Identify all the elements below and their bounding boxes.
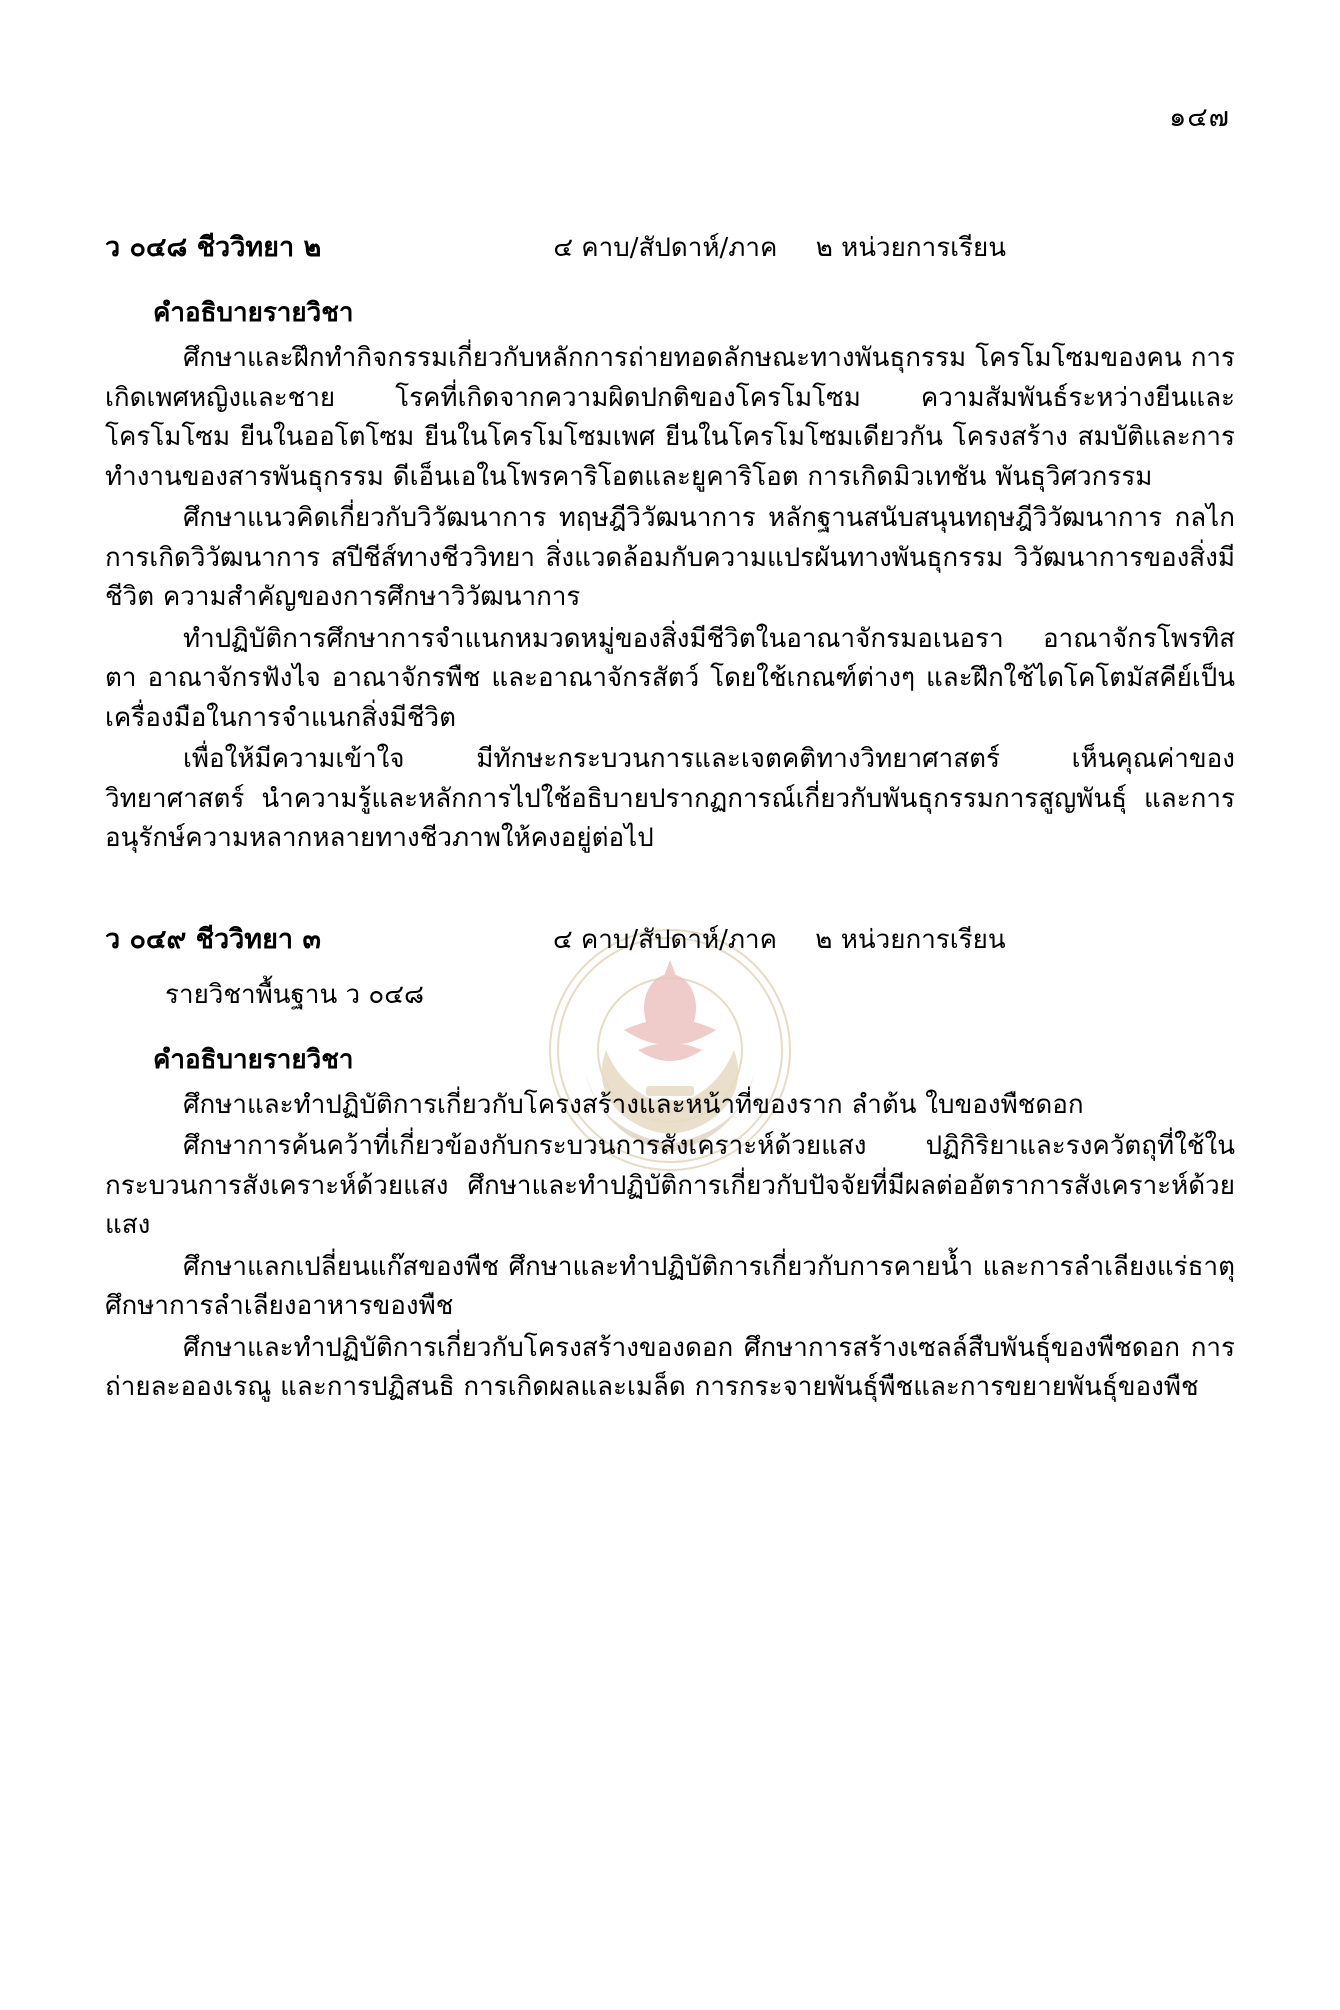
course-periods: ๔ คาบ/สัปดาห์/ภาค (553, 233, 778, 263)
course-header (105, 225, 1235, 268)
paragraph: ศึกษาและทำปฏิบัติการเกี่ยวกับโครงสร้างของดอก ศึกษาการสร้างเซลล์สืบพันธุ์ของพืชดอก การถ่ายละอองเรณู และการปฏิสนธิ การเกิดผลและเมล็ด การกระจายพันธุ์พืชและการขยายพันธุ์ของพืช (105, 1332, 1235, 1403)
course-periods: ๔ คาบ/สัปดาห์/ภาค (552, 924, 778, 955)
course-credits: ๒ หน่วยการเรียน (815, 924, 1006, 955)
section-title: คำอธิบายรายวิชา (153, 298, 354, 328)
course-block-2 (105, 917, 1235, 1408)
paragraph: ศึกษาแนวคิดเกี่ยวกับวิวัฒนาการ ทฤษฎีวิวัฒนาการ หลักฐานสนับสนุนทฤษฎีวิวัฒนาการ กลไกการเกิดวิวัฒนาการ สปีชีส์ทางชีววิทยา สิ่งแวดล้อมกับความแปรผันทางพันธุกรรม วิวัฒนาการของสิ่งมีชีวิต ความสำคัญของการศึกษาวิวัฒนาการ (105, 503, 1235, 613)
paragraph: ศึกษาการค้นคว้าที่เกี่ยวข้องกับกระบวนการสังเคราะห์ด้วยแสง ปฏิกิริยาและรงควัตถุที่ใช้ในกระบวนการสังเคราะห์ด้วยแสง ศึกษาและทำปฏิบัติการเกี่ยวกับปัจจัยที่มีผลต่ออัตราการสังเคราะห์ด้วยแสง (105, 1131, 1235, 1241)
course-block-1 (105, 225, 1235, 859)
course-credits: ๒ หน่วยการเรียน (815, 233, 1007, 263)
section-title: คำอธิบายรายวิชา (153, 1044, 354, 1075)
course-code: ว ๐๔๙ ชีววิทยา ๓ (105, 923, 321, 955)
course-header (105, 917, 1235, 960)
course-prerequisite: รายวิชาพื้นฐาน ว ๐๔๘ (165, 979, 425, 1010)
course-code: ว ๐๔๘ ชีววิทยา ๒ (105, 232, 322, 263)
paragraph: เพื่อให้มีความเข้าใจ มีทักษะกระบวนการและเจตคติทางวิทยาศาสตร์ เห็นคุณค่าของวิทยาศาสตร์ นำความรู้และหลักการไปใช้อธิบายปรากฏการณ์เกี่ยวกับพันธุกรรมการสูญพันธุ์ และการอนุรักษ์ความหลากหลายทางชีวภาพให้คงอยู่ต่อไป (105, 744, 1235, 854)
page-number: ๑๔๗ (1169, 102, 1230, 133)
course-meta (321, 227, 1235, 268)
course-meta (321, 919, 1235, 960)
paragraph: ศึกษาและทำปฏิบัติการเกี่ยวกับโครงสร้างและหน้าที่ของราก ลำต้น ใบของพืชดอก (183, 1089, 1084, 1120)
paragraph: ศึกษาและฝึกทำกิจกรรมเกี่ยวกับหลักการถ่ายทอดลักษณะทางพันธุกรรม โครโมโซมของคน การเกิดเพศหญิงและชาย โรคที่เกิดจากความผิดปกติของโครโมโซม ความสัมพันธ์ระหว่างยีนและโครโมโซม ยีนในออโตโซม ยีนในโครโมโซมเพศ ยีนในโครโมโซมเดียวกัน โครงสร้าง สมบัติและการทำงานของสารพันธุกรรม ดีเอ็นเอในโพรคาริโอตและยูคาริโอต การเกิดมิวเทชัน พันธุวิศวกรรม (105, 343, 1235, 492)
document-body (105, 225, 1235, 1410)
paragraph: ทำปฏิบัติการศึกษาการจำแนกหมวดหมู่ของสิ่งมีชีวิตในอาณาจักรมอเนอรา อาณาจักรโพรทิสตา อาณาจักรฟังไจ อาณาจักรพืช และอาณาจักรสัตว์ โดยใช้เกณฑ์ต่างๆ และฝึกใช้ไดโคโตมัสคีย์เป็นเครื่องมือในการจำแนกสิ่งมีชีวิต (105, 623, 1235, 733)
paragraph: ศึกษาแลกเปลี่ยนแก๊สของพืช ศึกษาและทำปฏิบัติการเกี่ยวกับการคายน้ำ และการลำเลียงแร่ธาตุ ศึกษาการลำเลียงอาหารของพืช (105, 1251, 1235, 1322)
